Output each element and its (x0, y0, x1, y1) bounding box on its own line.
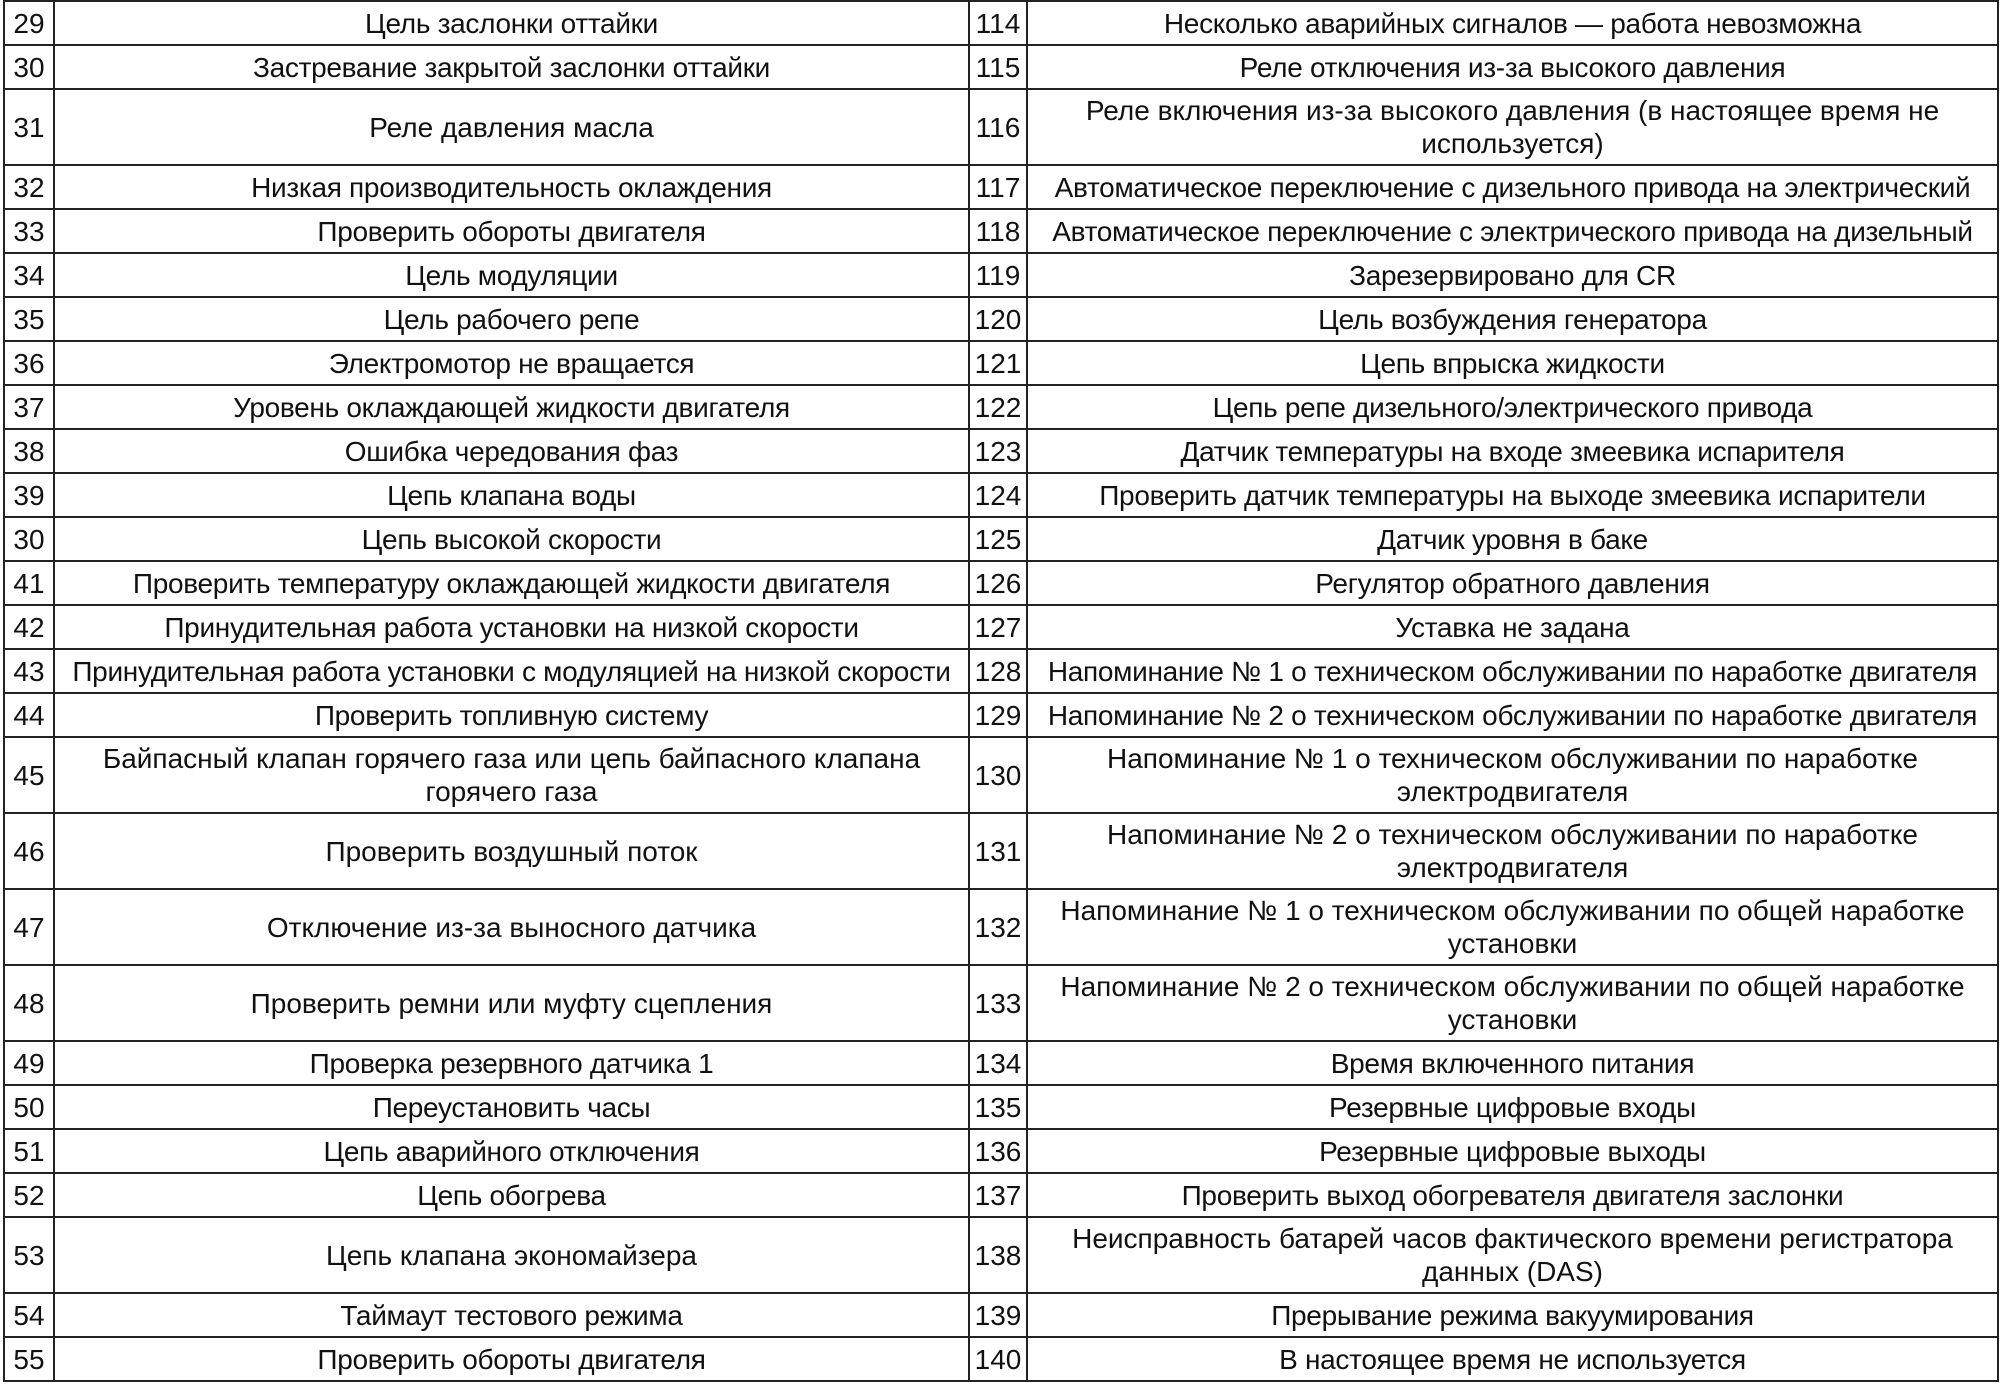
right-code-cell: 128 (969, 649, 1027, 693)
right-code-cell: 119 (969, 253, 1027, 297)
table-row (4, 1085, 1998, 1129)
right-description-cell: Напоминание № 2 о техническом обслуживании по общей наработке установки (1027, 965, 1998, 1041)
right-code-cell: 139 (969, 1293, 1027, 1337)
left-description-cell: Таймаут тестового режима (54, 1293, 969, 1337)
left-code-cell: 50 (4, 1085, 54, 1129)
table-row (4, 297, 1998, 341)
left-code-cell: 37 (4, 385, 54, 429)
right-description-cell: Прерывание режима вакуумирования (1027, 1293, 1998, 1337)
table-row (4, 813, 1998, 889)
table-row (4, 1129, 1998, 1173)
right-code-cell: 124 (969, 473, 1027, 517)
left-code-cell: 54 (4, 1293, 54, 1337)
left-code-cell: 33 (4, 209, 54, 253)
right-description-cell: Цепь впрыска жидкости (1027, 341, 1998, 385)
right-description-cell: Напоминание № 2 о техническом обслуживании по наработке двигателя (1027, 693, 1998, 737)
right-code-cell: 137 (969, 1173, 1027, 1217)
left-description-cell: Проверить обороты двигателя (54, 209, 969, 253)
table-row (4, 1173, 1998, 1217)
table-row (4, 385, 1998, 429)
left-code-cell: 30 (4, 517, 54, 561)
right-code-cell: 129 (969, 693, 1027, 737)
left-code-cell: 30 (4, 45, 54, 89)
right-description-cell: Зарезервировано для CR (1027, 253, 1998, 297)
right-description-cell: Проверить датчик температуры на выходе змеевика испарители (1027, 473, 1998, 517)
right-description-cell: Датчик уровня в баке (1027, 517, 1998, 561)
left-description-cell: Низкая производительность оклаждения (54, 165, 969, 209)
right-code-cell: 125 (969, 517, 1027, 561)
table-row (4, 965, 1998, 1041)
right-description-cell: Несколько аварийных сигналов — работа невозможна (1027, 1, 1998, 45)
left-code-cell: 39 (4, 473, 54, 517)
right-description-cell: В настоящее время не используется (1027, 1337, 1998, 1381)
right-description-cell: Проверить выход обогревателя двигателя заслонки (1027, 1173, 1998, 1217)
left-code-cell: 46 (4, 813, 54, 889)
table-row (4, 1217, 1998, 1293)
left-description-cell: Цель заслонки оттайки (54, 1, 969, 45)
right-description-cell: Напоминание № 1 о техническом обслуживании по общей наработке установки (1027, 889, 1998, 965)
table-row (4, 737, 1998, 813)
table-row (4, 649, 1998, 693)
left-description-cell: Цепь клапана экономайзера (54, 1217, 969, 1293)
table-row (4, 605, 1998, 649)
table-row (4, 89, 1998, 165)
left-code-cell: 32 (4, 165, 54, 209)
right-code-cell: 135 (969, 1085, 1027, 1129)
left-description-cell: Проверить топливную систему (54, 693, 969, 737)
left-description-cell: Ошибка чередования фаз (54, 429, 969, 473)
right-description-cell: Цепь репе дизельного/электрического привода (1027, 385, 1998, 429)
left-code-cell: 44 (4, 693, 54, 737)
right-description-cell: Неисправность батарей часов фактического времени регистратора данных (DAS) (1027, 1217, 1998, 1293)
left-code-cell: 55 (4, 1337, 54, 1381)
right-code-cell: 115 (969, 45, 1027, 89)
right-code-cell: 136 (969, 1129, 1027, 1173)
right-description-cell: Цель возбуждения генератора (1027, 297, 1998, 341)
right-description-cell: Регулятор обратного давления (1027, 561, 1998, 605)
table-row (4, 693, 1998, 737)
right-code-cell: 127 (969, 605, 1027, 649)
table-row (4, 253, 1998, 297)
left-description-cell: Цепь аварийного отключения (54, 1129, 969, 1173)
right-description-cell: Резервные цифровые выходы (1027, 1129, 1998, 1173)
left-description-cell: Принудительная работа установки на низкой скорости (54, 605, 969, 649)
left-code-cell: 51 (4, 1129, 54, 1173)
left-description-cell: Цель модуляции (54, 253, 969, 297)
right-description-cell: Датчик температуры на входе змеевика испарителя (1027, 429, 1998, 473)
left-code-cell: 41 (4, 561, 54, 605)
left-description-cell: Проверить ремни или муфту сцепления (54, 965, 969, 1041)
right-description-cell: Напоминание № 2 о техническом обслуживании по наработке электродвигателя (1027, 813, 1998, 889)
left-description-cell: Проверка резервного датчика 1 (54, 1041, 969, 1085)
left-description-cell: Проверить температуру оклаждающей жидкости двигателя (54, 561, 969, 605)
left-description-cell: Переустановить часы (54, 1085, 969, 1129)
table-body (4, 1, 1998, 1381)
table-row (4, 45, 1998, 89)
table-row (4, 517, 1998, 561)
left-description-cell: Принудительная работа установки с модуляцией на низкой скорости (54, 649, 969, 693)
right-code-cell: 116 (969, 89, 1027, 165)
table-row (4, 561, 1998, 605)
right-description-cell: Реле включения из-за высокого давления (в настоящее время не используется) (1027, 89, 1998, 165)
left-description-cell: Цепь клапана воды (54, 473, 969, 517)
left-code-cell: 47 (4, 889, 54, 965)
right-code-cell: 134 (969, 1041, 1027, 1085)
right-code-cell: 121 (969, 341, 1027, 385)
left-code-cell: 48 (4, 965, 54, 1041)
right-code-cell: 118 (969, 209, 1027, 253)
left-description-cell: Проверить обороты двигателя (54, 1337, 969, 1381)
left-code-cell: 29 (4, 1, 54, 45)
left-description-cell: Электромотор не вращается (54, 341, 969, 385)
right-description-cell: Время включенного питания (1027, 1041, 1998, 1085)
left-code-cell: 53 (4, 1217, 54, 1293)
right-description-cell: Напоминание № 1 о техническом обслуживании по наработке электродвигателя (1027, 737, 1998, 813)
left-code-cell: 35 (4, 297, 54, 341)
alarm-code-table (3, 0, 1999, 1382)
right-description-cell: Напоминание № 1 о техническом обслуживании по наработке двигателя (1027, 649, 1998, 693)
right-description-cell: Резервные цифровые входы (1027, 1085, 1998, 1129)
table-row (4, 209, 1998, 253)
right-description-cell: Автоматическое переключение с дизельного привода на электрический (1027, 165, 1998, 209)
left-description-cell: Байпасный клапан горячего газа или цепь байпасного клапана горячего газа (54, 737, 969, 813)
table-row (4, 1041, 1998, 1085)
left-code-cell: 43 (4, 649, 54, 693)
table-row (4, 165, 1998, 209)
right-code-cell: 126 (969, 561, 1027, 605)
left-description-cell: Цепь высокой скорости (54, 517, 969, 561)
left-description-cell: Проверить воздушный поток (54, 813, 969, 889)
right-code-cell: 117 (969, 165, 1027, 209)
left-code-cell: 36 (4, 341, 54, 385)
table-row (4, 429, 1998, 473)
left-code-cell: 45 (4, 737, 54, 813)
left-code-cell: 38 (4, 429, 54, 473)
right-description-cell: Уставка не задана (1027, 605, 1998, 649)
left-description-cell: Цепь обогрева (54, 1173, 969, 1217)
right-code-cell: 133 (969, 965, 1027, 1041)
left-description-cell: Застревание закрытой заслонки оттайки (54, 45, 969, 89)
table-row (4, 1, 1998, 45)
left-code-cell: 34 (4, 253, 54, 297)
right-code-cell: 123 (969, 429, 1027, 473)
table-row (4, 1337, 1998, 1381)
left-code-cell: 52 (4, 1173, 54, 1217)
left-description-cell: Цель рабочего репе (54, 297, 969, 341)
right-code-cell: 140 (969, 1337, 1027, 1381)
left-description-cell: Уровень оклаждающей жидкости двигателя (54, 385, 969, 429)
right-description-cell: Реле отключения из-за высокого давления (1027, 45, 1998, 89)
right-code-cell: 132 (969, 889, 1027, 965)
left-description-cell: Отключение из-за выносного датчика (54, 889, 969, 965)
table-row (4, 889, 1998, 965)
left-code-cell: 49 (4, 1041, 54, 1085)
right-code-cell: 114 (969, 1, 1027, 45)
right-code-cell: 120 (969, 297, 1027, 341)
left-code-cell: 42 (4, 605, 54, 649)
right-code-cell: 130 (969, 737, 1027, 813)
table-row (4, 473, 1998, 517)
table-row (4, 341, 1998, 385)
right-description-cell: Автоматическое переключение с электрического привода на дизельный (1027, 209, 1998, 253)
right-code-cell: 131 (969, 813, 1027, 889)
right-code-cell: 122 (969, 385, 1027, 429)
left-code-cell: 31 (4, 89, 54, 165)
right-code-cell: 138 (969, 1217, 1027, 1293)
left-description-cell: Реле давления масла (54, 89, 969, 165)
table-row (4, 1293, 1998, 1337)
